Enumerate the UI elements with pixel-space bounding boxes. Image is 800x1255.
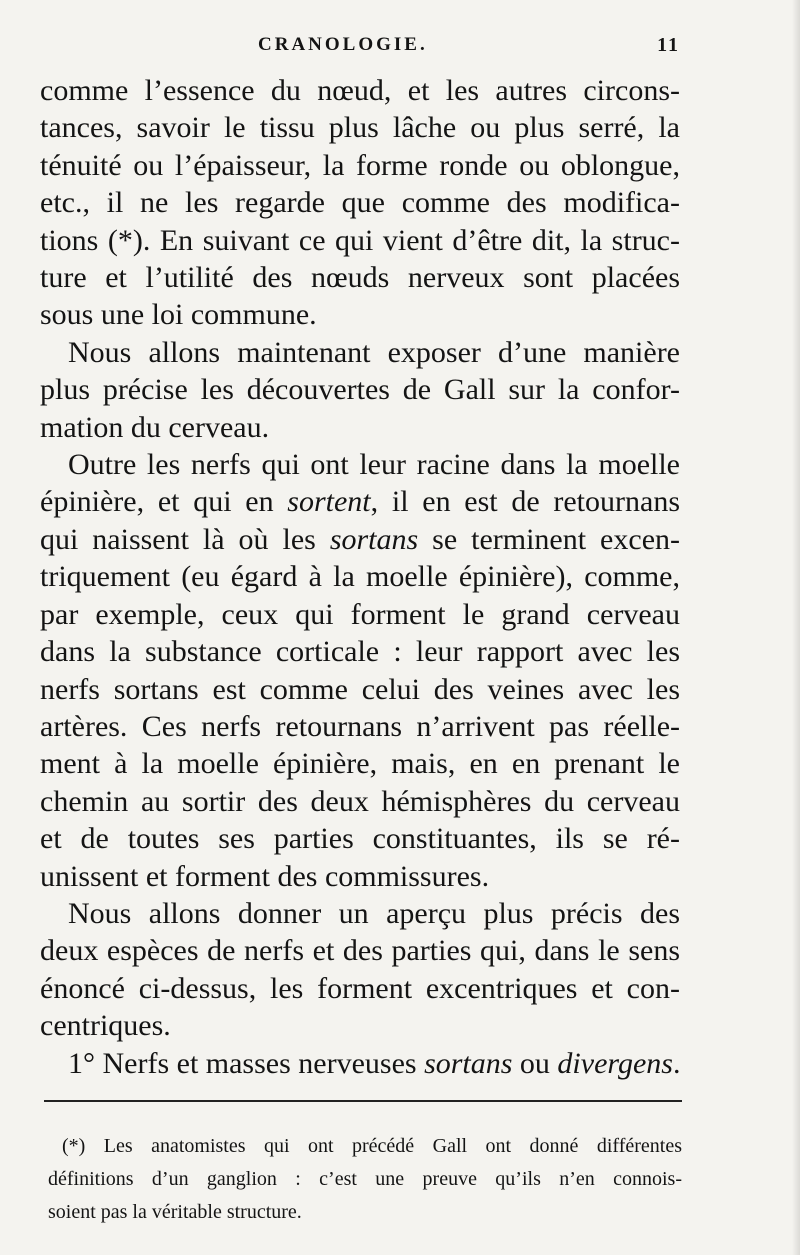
text-segment: , il en est de retournans <box>370 485 680 519</box>
paragraph-3 <box>40 446 680 895</box>
text-line: artères. Ces nerfs retournans n’arrivent pas réelle- <box>40 709 680 743</box>
text-line: etc., il ne les regarde que comme des modifica- <box>40 186 680 220</box>
footnote-rule <box>44 1100 682 1102</box>
paragraph-2 <box>40 334 680 446</box>
text-line: dans la substance corticale : leur rapport avec les <box>40 635 680 669</box>
text-line: sous une loi commune. <box>40 298 317 332</box>
text-line: ture et l’utilité des nœuds nerveux sont placées <box>40 261 680 295</box>
page-number: 11 <box>657 34 680 56</box>
text-segment: ou <box>512 1046 558 1080</box>
text-line: mation du cerveau. <box>40 410 270 444</box>
footnote-line: (*) Les anatomistes qui ont précédé Gall ont donné différentes <box>62 1135 682 1157</box>
text-line: chemin au sortir des deux hémisphères du cerveau <box>40 784 680 818</box>
text-line <box>40 521 680 558</box>
text-line: Outre les nerfs qui ont leur racine dans la moelle <box>68 448 680 482</box>
text-segment: 1° Nerfs et masses nerveuses <box>68 1046 425 1080</box>
main-text <box>40 72 680 1082</box>
text-line: Nous allons maintenant exposer d’une manière <box>68 335 680 369</box>
text-line: centriques. <box>40 1009 171 1043</box>
text-line: et de toutes ses parties constituantes, ils se ré- <box>40 822 680 856</box>
section-heading <box>40 1045 680 1082</box>
text-line: unissent et forment des commissures. <box>40 859 490 893</box>
text-line: par exemple, ceux qui forment le grand cerveau <box>40 597 680 631</box>
text-line: tions (*). En suivant ce qui vient d’être dit, la struc- <box>40 223 680 257</box>
text-line: ténuité ou l’épaisseur, la forme ronde ou oblongue, <box>40 148 680 182</box>
text-segment: se terminent excen- <box>418 522 680 556</box>
text-segment: épinière, et qui en <box>40 485 288 519</box>
running-title: CRANOLOGIE. <box>258 34 428 55</box>
text-line: ment à la moelle épinière, mais, en en prenant le <box>40 747 680 781</box>
running-head <box>40 34 680 58</box>
italic-term-sortans: sortans <box>424 1046 513 1080</box>
text-segment: qui naissent là où les <box>40 522 330 556</box>
text-line: triquement (eu égard à la moelle épinière), comme, <box>40 560 680 594</box>
paragraph-4 <box>40 895 680 1045</box>
text-line: nerfs sortans est comme celui des veines avec les <box>40 672 680 706</box>
text-line: énoncé ci-dessus, les forment excentriques et con- <box>40 971 680 1005</box>
text-line: tances, savoir le tissu plus lâche ou plus serré, la <box>40 111 680 145</box>
text-segment: . <box>672 1046 681 1080</box>
footnote <box>48 1130 682 1229</box>
italic-term-sortent: sortent <box>287 485 371 519</box>
text-line <box>40 483 680 520</box>
text-line: plus précise les découvertes de Gall sur la confor- <box>40 373 680 407</box>
italic-term-divergens: divergens <box>557 1046 673 1080</box>
footnote-line: définitions d’un ganglion : c’est une preuve qu’ils n’en connois- <box>48 1168 682 1190</box>
text-line: comme l’essence du nœud, et les autres circons- <box>40 74 680 107</box>
text-line: Nous allons donner un aperçu plus précis des <box>68 896 680 930</box>
paragraph-1 <box>40 72 680 334</box>
text-line: deux espèces de nerfs et des parties qui, dans le sens <box>40 934 680 968</box>
italic-term-sortans: sortans <box>329 522 419 556</box>
page-edge-shadow <box>792 0 800 1255</box>
footnote-line: soient pas la véritable structure. <box>48 1201 302 1223</box>
